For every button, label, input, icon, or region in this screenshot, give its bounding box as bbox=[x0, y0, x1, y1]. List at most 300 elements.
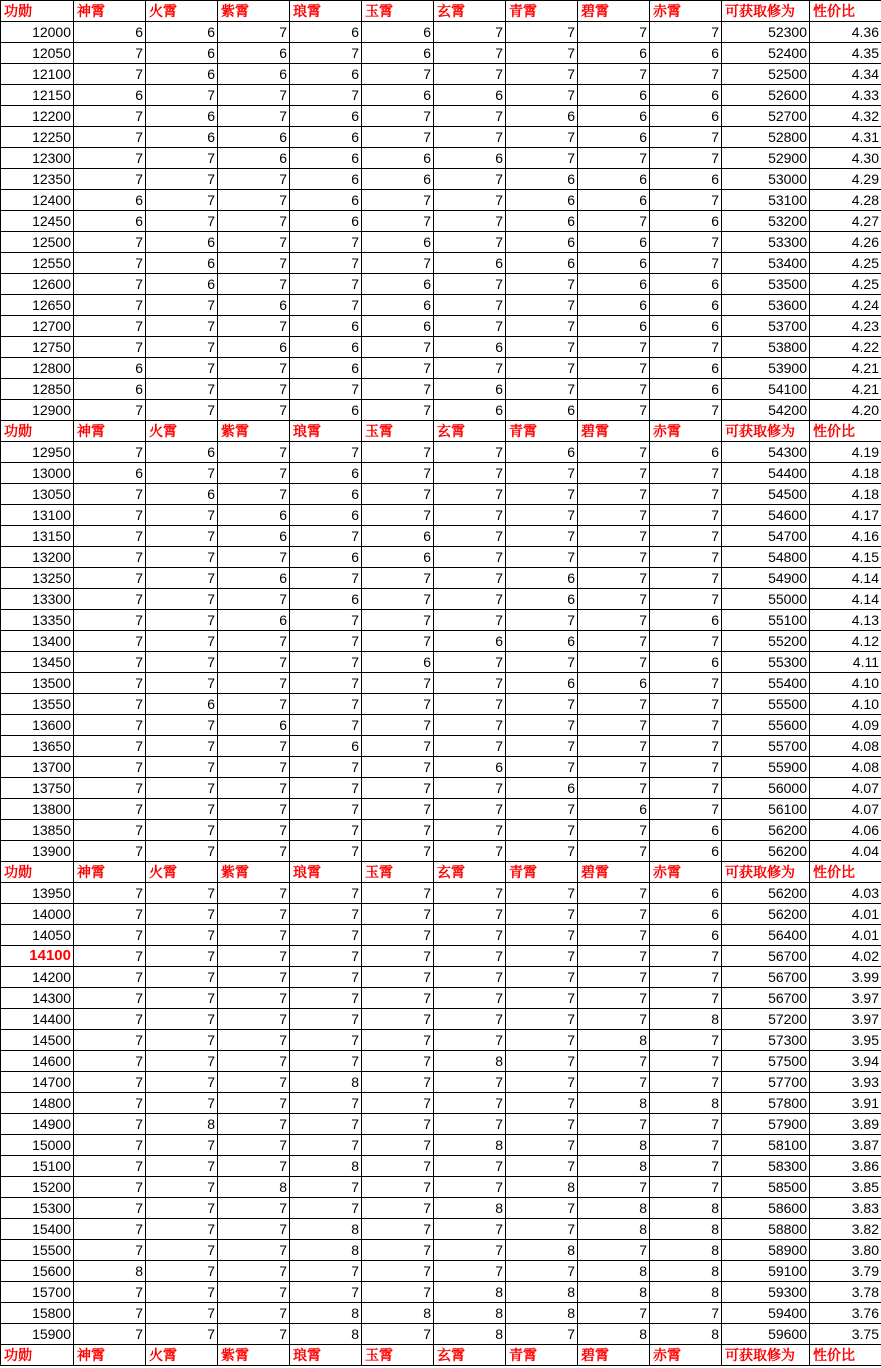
table-cell: 7 bbox=[650, 253, 722, 274]
table-cell: 6 bbox=[146, 22, 218, 43]
table-cell: 4.27 bbox=[810, 211, 881, 232]
column-header: 火霄 bbox=[146, 421, 218, 442]
table-cell: 7 bbox=[74, 1219, 146, 1240]
table-cell: 12500 bbox=[1, 232, 74, 253]
table-cell: 7 bbox=[290, 232, 362, 253]
table-cell: 7 bbox=[74, 904, 146, 925]
table-cell: 7 bbox=[74, 1177, 146, 1198]
table-cell: 7 bbox=[506, 1114, 578, 1135]
table-cell: 6 bbox=[146, 232, 218, 253]
table-cell: 6 bbox=[434, 337, 506, 358]
table-row bbox=[1, 127, 881, 148]
table-cell: 6 bbox=[578, 85, 650, 106]
table-cell: 7 bbox=[506, 463, 578, 484]
table-cell: 8 bbox=[650, 1198, 722, 1219]
table-cell: 7 bbox=[434, 841, 506, 862]
table-cell: 7 bbox=[290, 967, 362, 988]
table-row bbox=[1, 526, 881, 547]
table-cell: 7 bbox=[74, 64, 146, 85]
table-cell: 7 bbox=[506, 64, 578, 85]
table-cell: 4.26 bbox=[810, 232, 881, 253]
table-cell: 7 bbox=[578, 379, 650, 400]
table-row bbox=[1, 904, 881, 925]
table-cell: 7 bbox=[146, 547, 218, 568]
table-cell: 4.25 bbox=[810, 274, 881, 295]
table-cell: 7 bbox=[74, 1324, 146, 1345]
table-cell: 7 bbox=[146, 1303, 218, 1324]
table-cell: 7 bbox=[74, 799, 146, 820]
table-cell: 6 bbox=[506, 568, 578, 589]
column-header: 玉霄 bbox=[362, 1, 434, 22]
table-cell: 7 bbox=[362, 1240, 434, 1261]
table-cell: 7 bbox=[434, 1009, 506, 1030]
table-cell: 7 bbox=[362, 820, 434, 841]
table-cell: 7 bbox=[290, 988, 362, 1009]
table-cell: 7 bbox=[578, 631, 650, 652]
table-cell: 53800 bbox=[722, 337, 810, 358]
table-cell: 4.23 bbox=[810, 316, 881, 337]
table-cell: 55100 bbox=[722, 610, 810, 631]
table-cell: 52500 bbox=[722, 64, 810, 85]
table-cell: 7 bbox=[74, 274, 146, 295]
table-cell: 6 bbox=[506, 673, 578, 694]
table-cell: 7 bbox=[218, 1072, 290, 1093]
table-row bbox=[1, 568, 881, 589]
table-cell: 56100 bbox=[722, 799, 810, 820]
table-cell: 8 bbox=[434, 1282, 506, 1303]
table-cell: 8 bbox=[578, 1324, 650, 1345]
table-row bbox=[1, 211, 881, 232]
table-cell: 7 bbox=[146, 1282, 218, 1303]
table-cell: 6 bbox=[362, 652, 434, 673]
table-cell: 12350 bbox=[1, 169, 74, 190]
table-cell: 6 bbox=[650, 610, 722, 631]
table-row bbox=[1, 400, 881, 421]
table-cell: 7 bbox=[74, 946, 146, 967]
table-cell: 7 bbox=[506, 43, 578, 64]
table-cell: 7 bbox=[74, 232, 146, 253]
table-cell: 6 bbox=[146, 106, 218, 127]
table-cell: 15600 bbox=[1, 1261, 74, 1282]
table-cell: 56200 bbox=[722, 820, 810, 841]
table-cell: 12050 bbox=[1, 43, 74, 64]
table-cell: 3.76 bbox=[810, 1303, 881, 1324]
table-cell: 7 bbox=[74, 1051, 146, 1072]
table-cell: 7 bbox=[290, 526, 362, 547]
table-cell: 4.30 bbox=[810, 148, 881, 169]
table-cell: 7 bbox=[218, 883, 290, 904]
table-cell: 7 bbox=[650, 736, 722, 757]
column-header: 功勋 bbox=[1, 421, 74, 442]
table-cell: 8 bbox=[506, 1177, 578, 1198]
table-cell: 54100 bbox=[722, 379, 810, 400]
table-cell: 7 bbox=[146, 85, 218, 106]
table-cell: 7 bbox=[434, 715, 506, 736]
table-cell: 8 bbox=[578, 1198, 650, 1219]
table-cell: 6 bbox=[650, 904, 722, 925]
table-cell: 6 bbox=[578, 673, 650, 694]
table-cell: 7 bbox=[650, 946, 722, 967]
table-cell: 6 bbox=[362, 526, 434, 547]
table-cell: 3.83 bbox=[810, 1198, 881, 1219]
table-row bbox=[1, 295, 881, 316]
table-cell: 7 bbox=[578, 988, 650, 1009]
table-cell: 12650 bbox=[1, 295, 74, 316]
table-cell: 7 bbox=[506, 1072, 578, 1093]
table-cell: 6 bbox=[506, 253, 578, 274]
table-cell: 7 bbox=[578, 778, 650, 799]
table-cell: 3.82 bbox=[810, 1219, 881, 1240]
table-cell: 7 bbox=[362, 1324, 434, 1345]
table-cell: 13150 bbox=[1, 526, 74, 547]
table-cell: 7 bbox=[362, 610, 434, 631]
table-cell: 12800 bbox=[1, 358, 74, 379]
table-cell: 7 bbox=[218, 1198, 290, 1219]
table-cell: 7 bbox=[434, 1093, 506, 1114]
table-cell: 7 bbox=[290, 820, 362, 841]
table-cell: 4.34 bbox=[810, 64, 881, 85]
table-cell: 7 bbox=[650, 778, 722, 799]
table-cell: 6 bbox=[650, 820, 722, 841]
table-cell: 7 bbox=[218, 694, 290, 715]
table-cell: 54600 bbox=[722, 505, 810, 526]
table-cell: 7 bbox=[578, 820, 650, 841]
table-row bbox=[1, 1135, 881, 1156]
table-cell: 7 bbox=[506, 841, 578, 862]
table-cell: 6 bbox=[578, 106, 650, 127]
table-cell: 8 bbox=[290, 1303, 362, 1324]
table-cell: 7 bbox=[434, 442, 506, 463]
table-cell: 13450 bbox=[1, 652, 74, 673]
table-cell: 7 bbox=[218, 1030, 290, 1051]
table-cell: 7 bbox=[506, 1156, 578, 1177]
table-cell: 8 bbox=[290, 1324, 362, 1345]
table-cell: 14000 bbox=[1, 904, 74, 925]
table-cell: 4.08 bbox=[810, 757, 881, 778]
table-cell: 3.80 bbox=[810, 1240, 881, 1261]
table-cell: 59100 bbox=[722, 1261, 810, 1282]
table-cell: 6 bbox=[506, 190, 578, 211]
column-header: 可获取修为 bbox=[722, 421, 810, 442]
table-cell: 7 bbox=[506, 547, 578, 568]
table-cell: 7 bbox=[218, 631, 290, 652]
table-cell: 7 bbox=[74, 631, 146, 652]
table-cell: 7 bbox=[74, 148, 146, 169]
table-cell: 4.11 bbox=[810, 652, 881, 673]
table-cell: 6 bbox=[434, 148, 506, 169]
table-cell: 7 bbox=[218, 1219, 290, 1240]
table-cell: 12000 bbox=[1, 22, 74, 43]
column-header: 功勋 bbox=[1, 1, 74, 22]
table-cell: 6 bbox=[290, 211, 362, 232]
column-header: 可获取修为 bbox=[722, 862, 810, 883]
table-cell: 7 bbox=[290, 274, 362, 295]
table-cell: 7 bbox=[290, 1009, 362, 1030]
table-cell: 7 bbox=[578, 211, 650, 232]
table-cell: 6 bbox=[506, 211, 578, 232]
table-cell: 7 bbox=[434, 988, 506, 1009]
table-cell: 4.31 bbox=[810, 127, 881, 148]
table-cell: 7 bbox=[146, 925, 218, 946]
table-cell: 15000 bbox=[1, 1135, 74, 1156]
table-cell: 6 bbox=[146, 43, 218, 64]
table-row bbox=[1, 1240, 881, 1261]
table-cell: 7 bbox=[146, 841, 218, 862]
table-cell: 6 bbox=[218, 526, 290, 547]
table-cell: 7 bbox=[146, 736, 218, 757]
table-cell: 7 bbox=[74, 316, 146, 337]
table-cell: 7 bbox=[506, 22, 578, 43]
table-cell: 7 bbox=[290, 1198, 362, 1219]
table-cell: 7 bbox=[218, 400, 290, 421]
table-cell: 7 bbox=[290, 652, 362, 673]
table-cell: 7 bbox=[578, 610, 650, 631]
table-cell: 4.21 bbox=[810, 379, 881, 400]
table-cell: 7 bbox=[290, 1093, 362, 1114]
table-cell: 4.29 bbox=[810, 169, 881, 190]
table-row bbox=[1, 1282, 881, 1303]
table-cell: 6 bbox=[434, 379, 506, 400]
table-cell: 7 bbox=[290, 379, 362, 400]
table-cell: 56700 bbox=[722, 946, 810, 967]
table-cell: 57700 bbox=[722, 1072, 810, 1093]
table-cell: 53100 bbox=[722, 190, 810, 211]
table-cell: 7 bbox=[578, 883, 650, 904]
table-cell: 53200 bbox=[722, 211, 810, 232]
table-cell: 6 bbox=[362, 85, 434, 106]
column-header: 功勋 bbox=[1, 862, 74, 883]
table-cell: 7 bbox=[650, 1030, 722, 1051]
table-cell: 4.24 bbox=[810, 295, 881, 316]
table-cell: 6 bbox=[650, 106, 722, 127]
table-cell: 4.10 bbox=[810, 673, 881, 694]
table-cell: 7 bbox=[218, 820, 290, 841]
table-cell: 7 bbox=[290, 1282, 362, 1303]
table-cell: 7 bbox=[506, 1198, 578, 1219]
table-cell: 7 bbox=[218, 1324, 290, 1345]
table-cell: 7 bbox=[218, 106, 290, 127]
table-cell: 7 bbox=[146, 589, 218, 610]
column-header: 紫霄 bbox=[218, 421, 290, 442]
table-cell: 55500 bbox=[722, 694, 810, 715]
table-cell: 6 bbox=[650, 358, 722, 379]
table-cell: 14200 bbox=[1, 967, 74, 988]
table-cell: 7 bbox=[506, 505, 578, 526]
table-cell: 7 bbox=[578, 1051, 650, 1072]
table-cell: 15300 bbox=[1, 1198, 74, 1219]
table-row bbox=[1, 85, 881, 106]
table-cell: 13350 bbox=[1, 610, 74, 631]
table-cell: 7 bbox=[506, 799, 578, 820]
column-header: 紫霄 bbox=[218, 1345, 290, 1366]
table-cell: 7 bbox=[434, 463, 506, 484]
table-cell: 7 bbox=[434, 127, 506, 148]
table-cell: 4.32 bbox=[810, 106, 881, 127]
table-cell: 7 bbox=[362, 379, 434, 400]
table-cell: 7 bbox=[434, 673, 506, 694]
table-cell: 8 bbox=[362, 1303, 434, 1324]
table-cell: 6 bbox=[290, 484, 362, 505]
table-cell: 13750 bbox=[1, 778, 74, 799]
table-cell: 6 bbox=[578, 232, 650, 253]
column-header: 玄霄 bbox=[434, 1345, 506, 1366]
table-cell: 7 bbox=[362, 841, 434, 862]
table-cell: 7 bbox=[74, 337, 146, 358]
table-cell: 7 bbox=[434, 316, 506, 337]
table-cell: 7 bbox=[506, 295, 578, 316]
table-cell: 7 bbox=[506, 1135, 578, 1156]
table-cell: 7 bbox=[218, 316, 290, 337]
table-cell: 7 bbox=[434, 883, 506, 904]
table-row bbox=[1, 778, 881, 799]
table-cell: 13600 bbox=[1, 715, 74, 736]
table-cell: 6 bbox=[362, 316, 434, 337]
table-cell: 7 bbox=[146, 904, 218, 925]
table-cell: 7 bbox=[506, 337, 578, 358]
table-row bbox=[1, 1219, 881, 1240]
table-cell: 7 bbox=[74, 841, 146, 862]
column-header: 琅霄 bbox=[290, 1, 362, 22]
table-cell: 8 bbox=[434, 1198, 506, 1219]
table-row bbox=[1, 673, 881, 694]
table-cell: 7 bbox=[650, 1072, 722, 1093]
table-cell: 7 bbox=[434, 778, 506, 799]
table-cell: 7 bbox=[146, 316, 218, 337]
table-row bbox=[1, 337, 881, 358]
table-cell: 7 bbox=[578, 1072, 650, 1093]
table-cell: 7 bbox=[218, 1261, 290, 1282]
table-cell: 58600 bbox=[722, 1198, 810, 1219]
table-cell: 7 bbox=[146, 1177, 218, 1198]
table-body bbox=[1, 1, 881, 1366]
table-cell: 4.01 bbox=[810, 925, 881, 946]
table-cell: 6 bbox=[290, 169, 362, 190]
table-cell: 7 bbox=[290, 43, 362, 64]
table-cell: 7 bbox=[434, 904, 506, 925]
table-cell: 8 bbox=[146, 1114, 218, 1135]
table-cell: 54500 bbox=[722, 484, 810, 505]
table-cell: 7 bbox=[146, 883, 218, 904]
table-cell: 6 bbox=[290, 148, 362, 169]
table-cell: 7 bbox=[650, 568, 722, 589]
table-cell: 6 bbox=[434, 631, 506, 652]
table-cell: 7 bbox=[218, 1156, 290, 1177]
table-cell: 7 bbox=[218, 799, 290, 820]
table-cell: 4.01 bbox=[810, 904, 881, 925]
table-cell: 7 bbox=[650, 715, 722, 736]
table-cell: 13250 bbox=[1, 568, 74, 589]
table-cell: 8 bbox=[74, 1261, 146, 1282]
column-header: 可获取修为 bbox=[722, 1, 810, 22]
table-cell: 7 bbox=[290, 799, 362, 820]
table-cell: 7 bbox=[74, 106, 146, 127]
table-cell: 7 bbox=[362, 1030, 434, 1051]
table-cell: 7 bbox=[146, 526, 218, 547]
table-row bbox=[1, 820, 881, 841]
table-cell: 6 bbox=[74, 379, 146, 400]
table-cell: 56200 bbox=[722, 883, 810, 904]
table-cell: 59600 bbox=[722, 1324, 810, 1345]
table-cell: 7 bbox=[650, 232, 722, 253]
table-cell: 56400 bbox=[722, 925, 810, 946]
column-header: 紫霄 bbox=[218, 1, 290, 22]
table-row bbox=[1, 358, 881, 379]
table-cell: 7 bbox=[506, 274, 578, 295]
table-cell: 7 bbox=[74, 1030, 146, 1051]
table-cell: 57300 bbox=[722, 1030, 810, 1051]
table-cell: 8 bbox=[434, 1051, 506, 1072]
table-cell: 55200 bbox=[722, 631, 810, 652]
table-cell: 7 bbox=[434, 799, 506, 820]
table-cell: 7 bbox=[650, 400, 722, 421]
table-cell: 7 bbox=[74, 1240, 146, 1261]
table-cell: 6 bbox=[506, 232, 578, 253]
table-cell: 7 bbox=[578, 484, 650, 505]
table-cell: 4.35 bbox=[810, 43, 881, 64]
table-cell: 6 bbox=[506, 106, 578, 127]
table-cell: 15500 bbox=[1, 1240, 74, 1261]
table-cell: 7 bbox=[290, 946, 362, 967]
table-cell: 7 bbox=[650, 631, 722, 652]
table-cell: 7 bbox=[434, 946, 506, 967]
table-cell: 52900 bbox=[722, 148, 810, 169]
table-cell: 7 bbox=[506, 967, 578, 988]
table-cell: 13100 bbox=[1, 505, 74, 526]
table-cell: 7 bbox=[650, 505, 722, 526]
table-cell: 15100 bbox=[1, 1156, 74, 1177]
table-cell: 7 bbox=[74, 988, 146, 1009]
table-cell: 7 bbox=[290, 925, 362, 946]
table-cell: 8 bbox=[434, 1303, 506, 1324]
table-row bbox=[1, 379, 881, 400]
table-cell: 4.36 bbox=[810, 22, 881, 43]
table-cell: 13950 bbox=[1, 883, 74, 904]
table-cell: 7 bbox=[506, 946, 578, 967]
table-cell: 6 bbox=[362, 547, 434, 568]
table-cell: 52300 bbox=[722, 22, 810, 43]
table-cell: 7 bbox=[74, 1072, 146, 1093]
table-cell: 7 bbox=[74, 505, 146, 526]
table-cell: 7 bbox=[218, 463, 290, 484]
table-cell: 7 bbox=[74, 127, 146, 148]
table-cell: 7 bbox=[290, 85, 362, 106]
table-cell: 7 bbox=[290, 1177, 362, 1198]
table-cell: 6 bbox=[650, 883, 722, 904]
table-row bbox=[1, 715, 881, 736]
table-cell: 7 bbox=[578, 1303, 650, 1324]
table-cell: 7 bbox=[362, 1261, 434, 1282]
table-cell: 7 bbox=[578, 547, 650, 568]
table-cell: 7 bbox=[290, 778, 362, 799]
table-row bbox=[1, 1156, 881, 1177]
column-header: 赤霄 bbox=[650, 1345, 722, 1366]
table-cell: 7 bbox=[362, 1135, 434, 1156]
table-row bbox=[1, 253, 881, 274]
table-cell: 7 bbox=[74, 757, 146, 778]
table-cell: 6 bbox=[650, 211, 722, 232]
table-cell: 7 bbox=[290, 568, 362, 589]
table-cell: 6 bbox=[290, 547, 362, 568]
table-cell: 56700 bbox=[722, 967, 810, 988]
table-cell: 7 bbox=[434, 43, 506, 64]
table-cell: 54900 bbox=[722, 568, 810, 589]
table-cell: 14300 bbox=[1, 988, 74, 1009]
table-cell: 6 bbox=[290, 358, 362, 379]
table-cell: 7 bbox=[218, 190, 290, 211]
table-cell: 58500 bbox=[722, 1177, 810, 1198]
table-cell: 7 bbox=[146, 673, 218, 694]
table-cell: 6 bbox=[290, 64, 362, 85]
